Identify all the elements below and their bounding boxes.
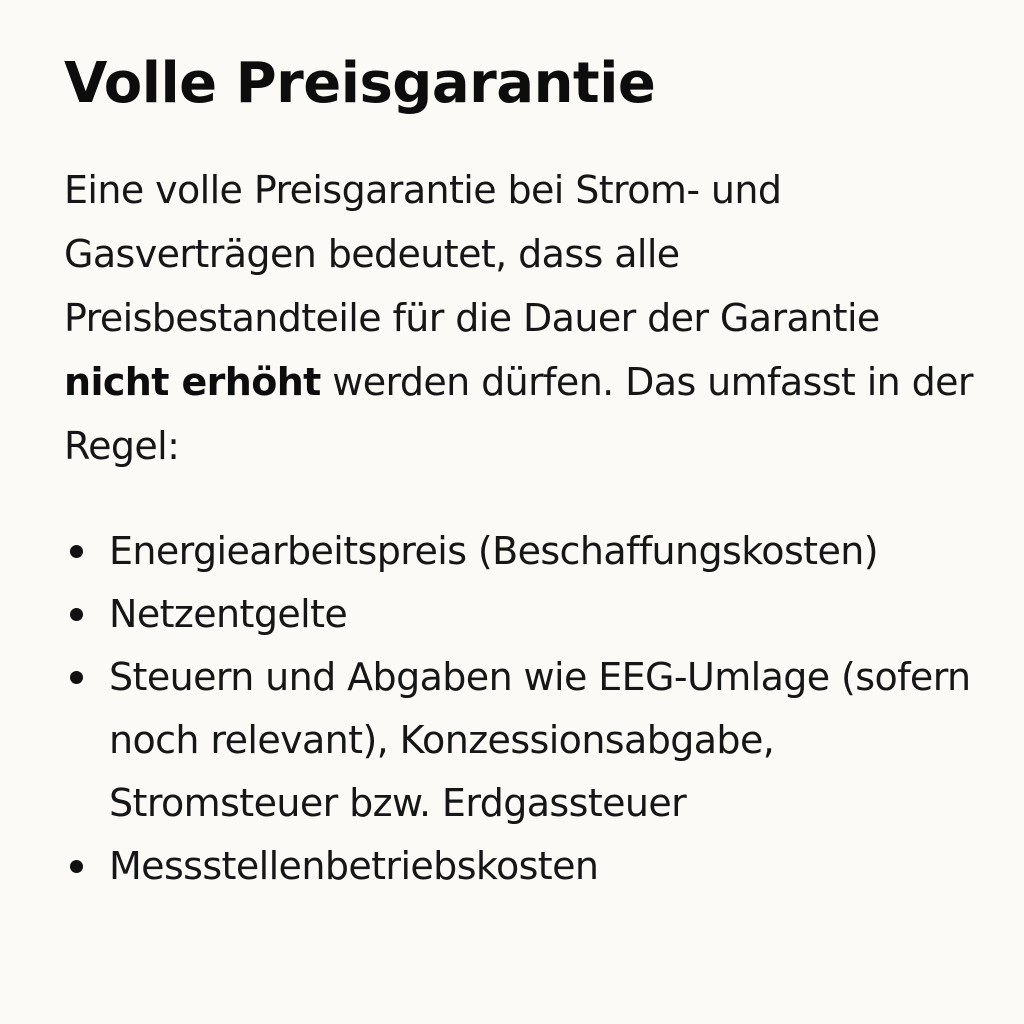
intro-paragraph xyxy=(64,158,984,478)
list-item-text: Energiearbeitspreis (Beschaffungskosten) xyxy=(109,529,878,573)
page-title: Volle Preisgarantie xyxy=(64,51,656,116)
list-item xyxy=(64,835,984,898)
list-item xyxy=(64,583,984,646)
intro-text-end: werden dürfen. Das umfasst in der Regel: xyxy=(64,360,973,468)
list-item-text: Messstellenbetriebskosten xyxy=(109,844,599,888)
bullet-icon xyxy=(70,608,83,621)
list-item-text: Steuern und Abgaben wie EEG-Umlage (sofern noch relevant), Konzessionsabgabe, Stromsteuer bzw. Erdgassteuer xyxy=(109,655,971,825)
intro-text-start: Eine volle Preisgarantie bei Strom- und Gasverträgen bedeutet, dass alle Preisbestandteile für die Dauer der Garantie xyxy=(64,168,880,340)
bullet-icon xyxy=(70,860,83,873)
bullet-icon xyxy=(70,545,83,558)
bullet-icon xyxy=(70,671,83,684)
intro-emphasis: nicht erhöht xyxy=(64,360,321,404)
price-components-list xyxy=(64,520,984,898)
list-item xyxy=(64,646,984,835)
list-item xyxy=(64,520,984,583)
list-item-text: Netzentgelte xyxy=(109,592,348,636)
